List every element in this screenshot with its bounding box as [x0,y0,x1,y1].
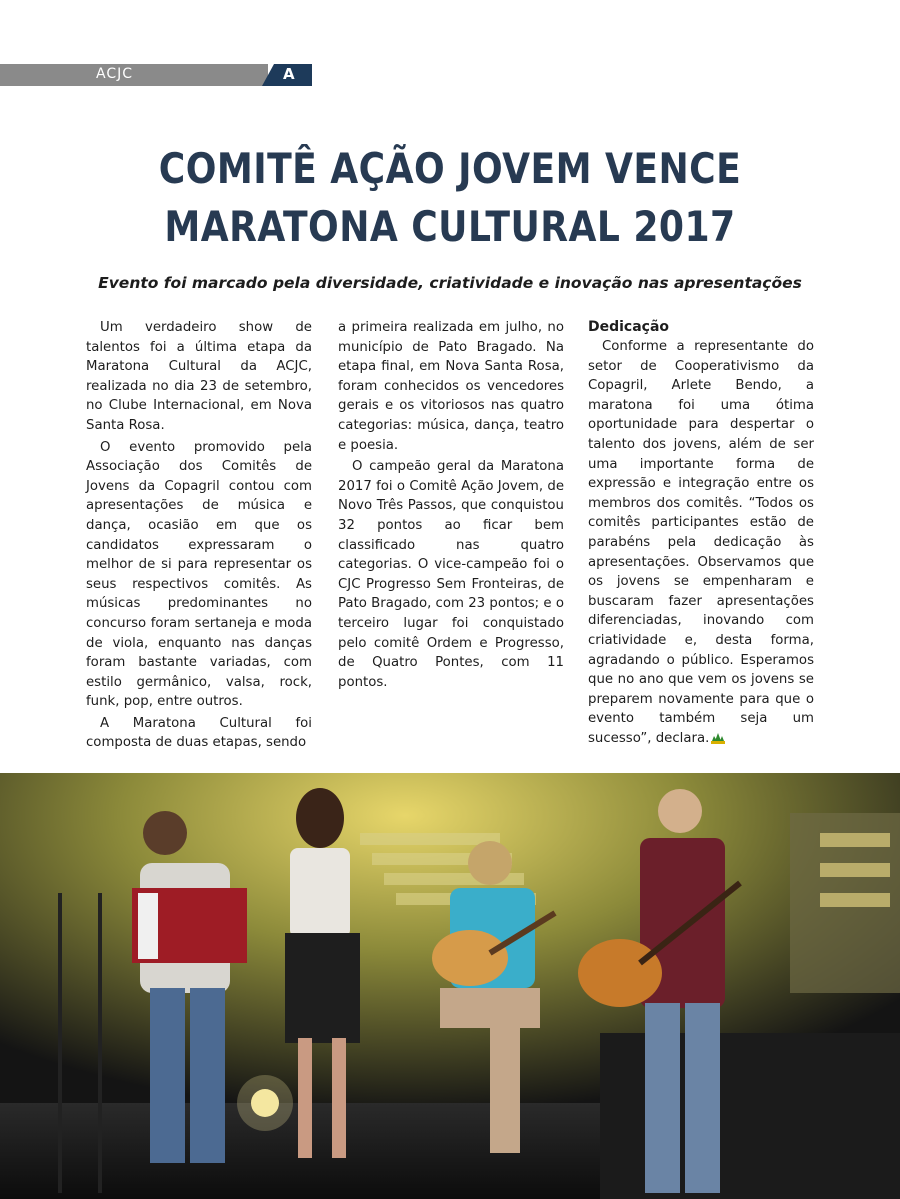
article-subtitle: Evento foi marcado pela diversidade, criatividade e inovação nas apresentações [98,274,802,292]
paragraph: A Maratona Cultural foi composta de duas etapas, sendo [86,715,312,751]
paragraph: a primeira realizada em julho, no município de Pato Bragado. Na etapa final, em Nova Santa Rosa, foram conhecidos os vencedores gerais e os vitoriosos nas quatro categorias: música, dança, teatro e poesia. [338,320,564,453]
article-title [63,140,837,256]
text-column-2 [338,318,564,694]
section-heading: Dedicação [588,319,670,335]
text-column-1 [86,318,312,755]
stage-photo [0,773,900,1199]
paragraph: Um verdadeiro show de talentos foi a última etapa da Maratona Cultural da ACJC, realizada no dia 23 de setembro, no Clube Internacional, em Nova Santa Rosa. [86,320,312,433]
title-line-1: COMITÊ AÇÃO JOVEM VENCE [158,144,742,193]
paragraph: O campeão geral da Maratona 2017 foi o Comitê Ação Jovem, de Novo Três Passos, que conquistou 32 pontos ao ficar bem classificado nas quatro categorias. O vice-campeão foi o CJC Progresso Sem Fronteiras, de Pato Bragado, com 23 pontos; e o terceiro lugar foi conquistado pelo comitê Ordem e Progresso, de Quatro Pontes, com 11 pontos. [338,459,564,690]
paragraph: O evento promovido pela Associação dos Comitês de Jovens da Copagril contou com apresentações de música e dança, ocasião em que os candidatos expressaram o melhor de si para representar os seus respectivos comitês. As músicas predominantes no concurso foram sertaneja e moda de viola, enquanto nas danças foram bastante variadas, com estilo germânico, valsa, rock, funk, pop, entre outros. [86,439,312,710]
section-letter: A [283,65,295,83]
end-mark-icon [711,732,725,744]
header-bar [0,64,268,86]
stage-photo-illustration [0,773,900,1199]
paragraph-text: Conforme a representante do setor de Cooperativismo da Copagril, Arlete Bendo, a maratona foi uma ótima oportunidade para despertar o talento dos jovens, além de ser uma importante forma de expressão e integração entre os membros dos comitês. “Todos os comitês participantes estão de parabéns pela dedicação às apresentações. Observamos que os jovens se empenharam e buscaram fazer apresentações diferenciadas, inovando com criatividade e, desta forma, agradando o público. Esperamos que no ano que vem os jovens se preparem novamente para que o evento também seja um sucesso”, declara. [588,339,814,746]
title-line-2: MARATONA CULTURAL 2017 [164,202,736,251]
text-column-3 [588,318,814,750]
section-label: ACJC [96,66,134,82]
paragraph [588,337,814,748]
